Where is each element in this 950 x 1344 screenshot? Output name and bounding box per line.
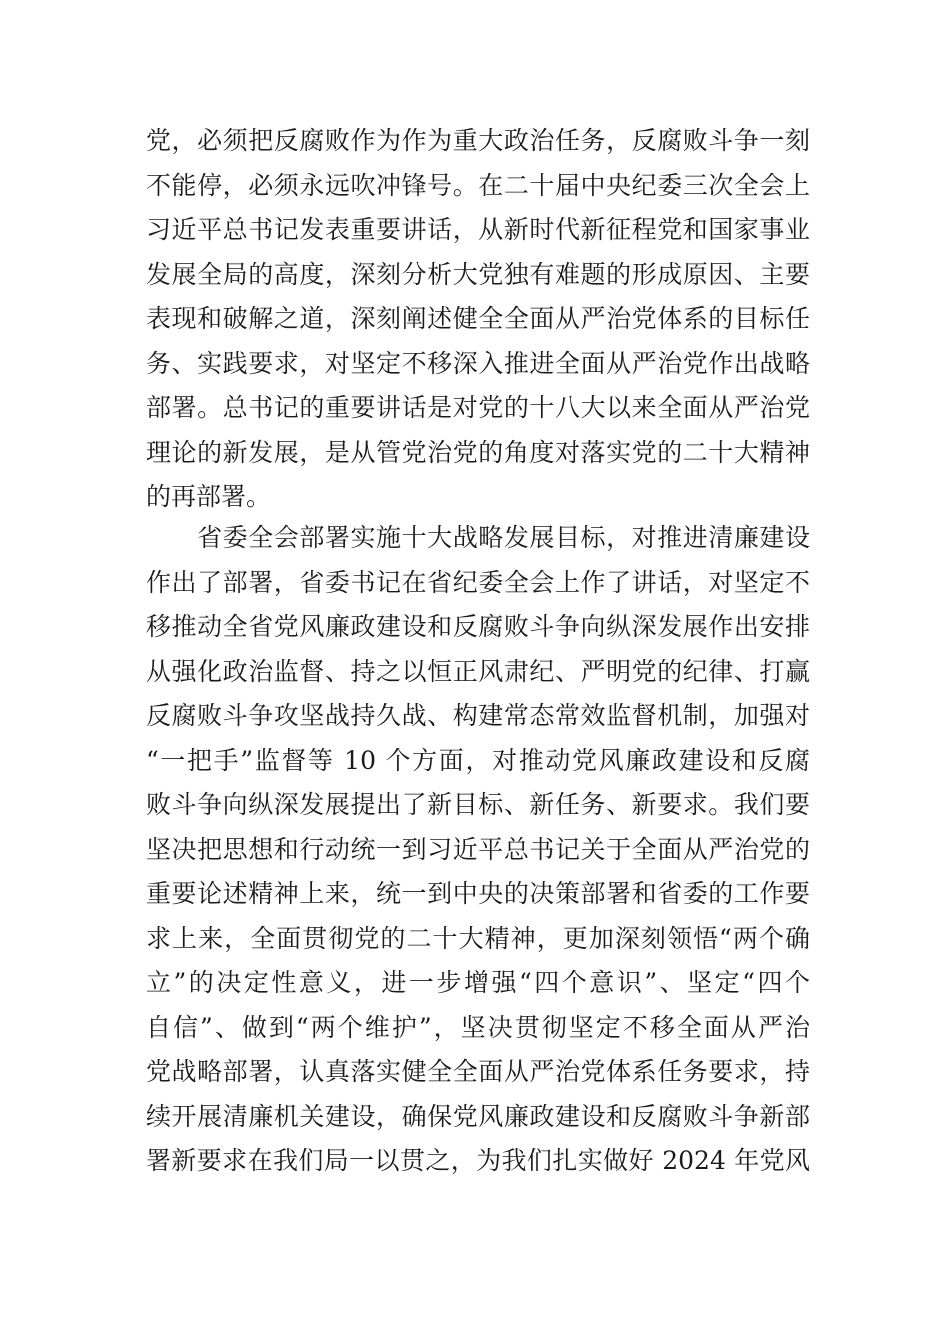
- paragraph-1-line: 习近平总书记发表重要讲话，从新时代新征程党和国家事业: [146, 215, 810, 244]
- paragraph-2-line: 从强化政治监督、持之以恒正风肃纪、严明党的纪律、打赢: [146, 656, 810, 686]
- paragraph-2-line: 求上来，全面贯彻党的二十大精神，更加深刻领悟“两个确: [146, 923, 810, 953]
- paragraph-2-line: 署新要求在我们局一以贯之，为我们扎实做好 2024 年党风: [146, 1146, 810, 1175]
- paragraph-2-line: 移推动全省党风廉政建设和反腐败斗争向纵深发展作出安排: [146, 612, 810, 641]
- paragraph-2-line: 重要论述精神上来，统一到中央的决策部署和省委的工作要: [146, 879, 810, 908]
- paragraph-2-line: 党战略部署，认真落实健全全面从严治党体系任务要求，持: [146, 1057, 810, 1086]
- paragraph-2-line: 败斗争向纵深发展提出了新目标、新任务、新要求。我们要: [146, 790, 810, 819]
- paragraph-2-line: 续开展清廉机关建设，确保党风廉政建设和反腐败斗争新部: [146, 1101, 810, 1131]
- paragraph-1-line: 理论的新发展，是从管党治党的角度对落实党的二十大精神: [146, 437, 810, 467]
- paragraph-2-line: 作出了部署，省委书记在省纪委全会上作了讲话，对坚定不: [146, 567, 810, 597]
- paragraph-2-line: 省委全会部署实施十大战略发展目标，对推进清廉建设: [146, 523, 810, 552]
- paragraph-2-line: 立”的决定性意义，进一步增强“四个意识”、坚定“四个: [146, 968, 810, 997]
- paragraph-2: [146, 516, 810, 1184]
- paragraph-1-line: 表现和破解之道，深刻阐述健全全面从严治党体系的目标任: [146, 304, 810, 333]
- paragraph-1: [146, 119, 810, 520]
- paragraph-2-line: 自信”、做到“两个维护”，坚决贯彻坚定不移全面从严治: [146, 1012, 810, 1042]
- paragraph-1-line: 发展全局的高度，深刻分析大党独有难题的形成原因、主要: [146, 259, 810, 289]
- paragraph-1-line: 不能停，必须永远吹冲锋号。在二十届中央纪委三次全会上: [146, 170, 810, 200]
- paragraph-2-line: “一把手”监督等 10 个方面，对推动党风廉政建设和反腐: [146, 745, 810, 775]
- paragraph-1-line: 的再部署。: [146, 482, 272, 511]
- paragraph-1-line: 党，必须把反腐败作为作为重大政治任务，反腐败斗争一刻: [146, 126, 810, 155]
- paragraph-1-line: 部署。总书记的重要讲话是对党的十八大以来全面从严治党: [146, 393, 810, 422]
- paragraph-2-line: 反腐败斗争攻坚战持久战、构建常态常效监督机制，加强对: [146, 701, 810, 730]
- paragraph-2-line: 坚决把思想和行动统一到习近平总书记关于全面从严治党的: [146, 834, 810, 864]
- paragraph-1-line: 务、实践要求，对坚定不移深入推进全面从严治党作出战略: [146, 348, 810, 378]
